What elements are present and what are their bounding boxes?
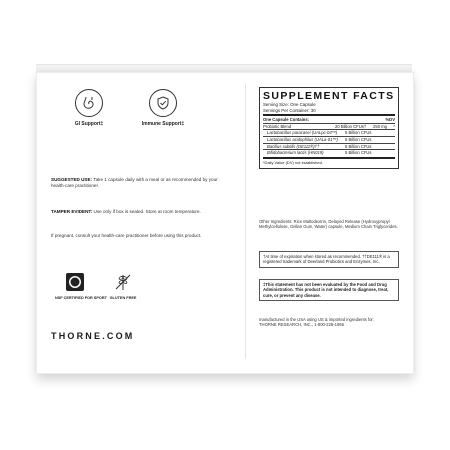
rule	[263, 114, 395, 116]
cert-label: GLUTEN FREE	[109, 296, 137, 300]
dv-footnote: *Daily Value (DV) not established.	[263, 159, 323, 165]
ingredient-amount: 5 Billion CFUs	[345, 136, 372, 142]
tamper-text: Use only if box is sealed. Store at room temperature.	[93, 209, 201, 214]
stomach-icon	[75, 89, 103, 117]
blend-dv: *	[393, 123, 395, 129]
badge-immune-support	[133, 89, 193, 127]
header-contains: One Capsule Contains:	[263, 117, 310, 123]
pregnancy-note: If pregnant, consult your health-care practitioner before using this product.	[51, 233, 202, 238]
badge-gi-support	[59, 89, 119, 127]
shield-check-icon	[149, 89, 177, 117]
header-dv: %DV	[385, 117, 395, 123]
blend-row	[263, 124, 395, 130]
ingredient-row	[263, 137, 395, 143]
brand-website: THORNE.COM	[51, 331, 135, 341]
ingredient-name: Lactobacillus acidophilus (UALa-01™)	[267, 136, 338, 142]
panel-divider	[245, 83, 246, 359]
tamper-evident	[51, 209, 229, 215]
suggested-use-text: Take 1 capsule daily with a meal or as recommended by your health-care practitioner.	[51, 177, 218, 188]
supplement-facts-panel	[259, 87, 399, 169]
ingredient-name: Lactobacillus paracasei (UALpc-04™)	[267, 130, 338, 136]
suggested-use-label: SUGGESTED USE:	[51, 177, 93, 182]
certifications	[51, 271, 231, 321]
product-box-back-panel	[36, 72, 414, 374]
manufacturer-line2: THORNE RESEARCH, INC., 1-800-228-1966	[259, 322, 344, 328]
nsf-sport-icon	[64, 271, 86, 293]
facts-header-row	[263, 117, 395, 123]
facts-title: SUPPLEMENT FACTS	[263, 90, 395, 102]
fda-disclaimer: ‡This statement has not been evaluated by the Food and Drug Administration. This product is not intended to diagnose, treat, cure, or prevent any disease.	[259, 279, 399, 301]
blend-name: Probiotic Blend	[263, 123, 292, 129]
manufacturer-line1: manufactured in the USA using US & imported ingredients for:	[259, 317, 374, 322]
blend-mg: 250 mg	[373, 123, 387, 129]
gluten-free-icon	[112, 271, 134, 293]
ingredient-row	[263, 150, 395, 156]
manufacturer-info	[259, 317, 401, 328]
ingredient-amount: 5 Billion CFUs	[345, 150, 372, 156]
servings-per-container: Servings Per Container: 30	[263, 107, 316, 113]
rule	[263, 157, 395, 159]
serving-size: Serving Size: One Capsule	[263, 102, 316, 107]
other-ingredients: Other Ingredients: Rice Maltodextrin, Delayed Release (Hydroxypropyl Methylcellulose, Gellan Gum, Water) capsule, Medium Chain Triglycerides.	[259, 219, 398, 230]
ingredient-row	[263, 144, 395, 150]
ingredient-name: Bifidobacterium lactis (HN019)	[267, 150, 324, 156]
ingredient-name: Bacillus subtilis (DE111®)††	[267, 143, 320, 149]
blend-amount: 20 Billion CFUs†	[335, 123, 367, 129]
tamper-label: TAMPER EVIDENT:	[51, 209, 93, 214]
badge-label: Immune Support‡	[141, 121, 185, 127]
ingredient-amount: 5 Billion CFUs	[345, 143, 372, 149]
suggested-use	[51, 177, 229, 189]
cert-gluten-free	[103, 271, 143, 300]
cert-label: NSF CERTIFIED FOR SPORT	[55, 296, 107, 300]
cert-nsf-sport	[55, 271, 107, 300]
badge-label: GI Support‡	[74, 121, 104, 127]
expiration-note: †At time of expiration when stored as recommended. ††DE111® is a registered trademark of Deerland Probiotics and Enzymes, Inc.	[259, 251, 399, 268]
ingredient-row	[263, 130, 395, 136]
ingredient-amount: 5 Billion CFUs	[345, 130, 372, 136]
benefit-badges	[51, 81, 231, 133]
